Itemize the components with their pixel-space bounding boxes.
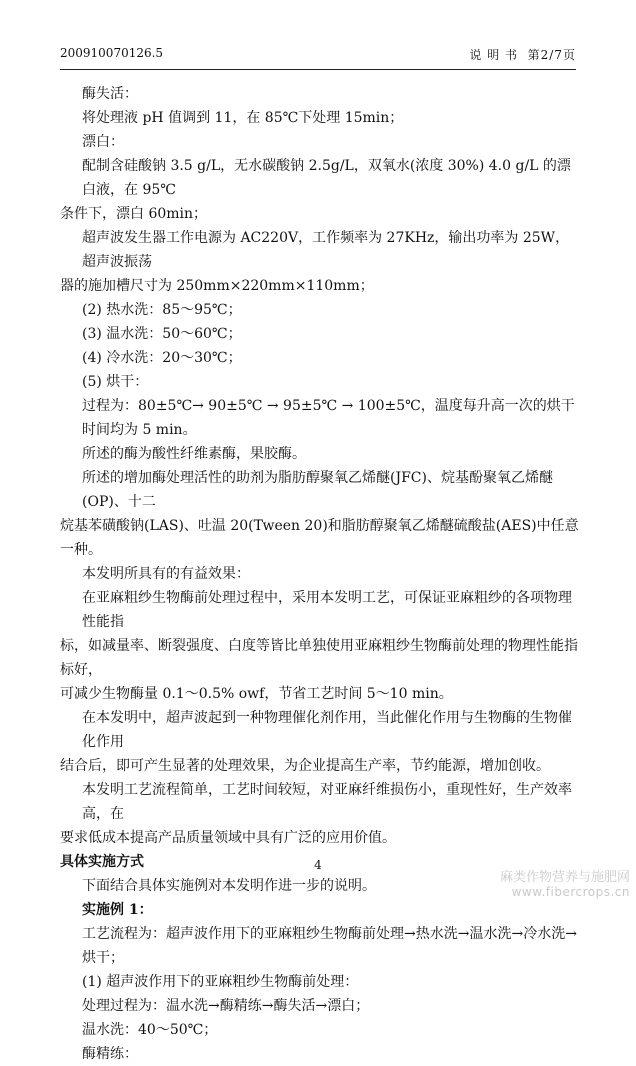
- text-line: 酶失活：: [82, 86, 138, 102]
- section-heading: 具体实施方式: [60, 854, 144, 870]
- text-line: 所述的酶为酸性纤维素酶，果胶酶。: [82, 446, 306, 462]
- text-line: (1) 超声波作用下的亚麻粗纱生物酶前处理：: [82, 974, 359, 990]
- text-line: 本发明所具有的有益效果：: [82, 566, 250, 582]
- text-line: 所述的增加酶处理活性的助剂为脂肪醇聚氧乙烯醚(JFC)、烷基酚聚氧乙烯醚(OP)、十二: [82, 470, 553, 510]
- header-rule: [60, 69, 576, 70]
- header-right: [469, 46, 576, 63]
- text-line: 要求低成本提高产品质量领域中具有广泛的应用价值。: [60, 830, 396, 846]
- text-line: (5) 烘干：: [82, 374, 149, 390]
- text-line: (4) 冷水洗：20～30℃；: [82, 350, 242, 366]
- text-line: 烷基苯磺酸钠(LAS)、吐温 20(Tween 20)和脂肪醇聚氧乙烯醚硫酸盐(AES)中任意一种。: [60, 518, 579, 558]
- text-line: 处理过程为：温水洗→酶精练→酶失活→漂白；: [82, 998, 370, 1014]
- text-line: 在亚麻粗纱生物酶前处理过程中，采用本发明工艺，可保证亚麻粗纱的各项物理性能指: [82, 590, 572, 630]
- page-of: 第2/7页: [527, 48, 576, 62]
- text-line: 漂白：: [82, 134, 124, 150]
- page-header: [60, 46, 576, 64]
- text-line: (2) 热水洗：85～95℃；: [82, 302, 242, 318]
- text-line: 下面结合具体实施例对本发明作进一步的说明。: [82, 878, 376, 894]
- text-line: 标，如减量率、断裂强度、白度等皆比单独使用亚麻粗纱生物酶前处理的物理性能指标好，: [60, 638, 578, 678]
- text-line: 超声波发生器工作电源为 AC220V，工作频率为 27KHz，输出功率为 25W，超声波振荡: [82, 230, 570, 270]
- text-line: 本发明工艺流程简单，工艺时间较短，对亚麻纤维损伤小，重现性好，生产效率高，在: [82, 782, 572, 822]
- text-line: 工艺流程为：超声波作用下的亚麻粗纱生物酶前处理→热水洗→温水洗→冷水洗→烘干；: [82, 926, 577, 966]
- text-line: 过程为：80±5℃→ 90±5℃ → 95±5℃ → 100±5℃，温度每升高一次的烘干时间均为 5 min。: [82, 398, 575, 438]
- text-line: 将处理液 pH 值调到 11，在 85℃下处理 15min；: [82, 110, 404, 126]
- text-line: 在本发明中，超声波起到一种物理催化剂作用，当此催化作用与生物酶的生物催化作用: [82, 710, 572, 750]
- text-line: 条件下，漂白 60min；: [60, 206, 208, 222]
- document-number: 200910070126.5: [60, 46, 164, 60]
- watermark-title: 麻类作物营养与施肥网: [499, 870, 630, 885]
- text-line: 结合后，即可产生显著的处理效果，为企业提高生产率，节约能源，增加创收。: [60, 758, 550, 774]
- example-heading: 实施例 1：: [82, 902, 153, 918]
- text-line: 器的施加槽尺寸为 250mm×220mm×110mm；: [60, 278, 374, 294]
- text-line: 酶精练：: [82, 1046, 138, 1062]
- text-line: 配制含硅酸钠 3.5 g/L，无水碳酸钠 2.5g/L，双氧水(浓度 30%) 4.0 g/L 的漂白液，在 95℃: [82, 158, 571, 198]
- document-body: [60, 82, 579, 1066]
- page-number: 4: [314, 858, 322, 872]
- text-line: 温水洗：40～50℃；: [82, 1022, 218, 1038]
- watermark: [500, 866, 630, 899]
- watermark-url: www.fibercrops.cn: [511, 885, 630, 899]
- text-line: 可减少生物酶量 0.1～0.5% owf，节省工艺时间 5～10 min。: [60, 686, 453, 702]
- text-line: (3) 温水洗：50～60℃；: [82, 326, 242, 342]
- document-type: 说 明 书: [469, 48, 519, 62]
